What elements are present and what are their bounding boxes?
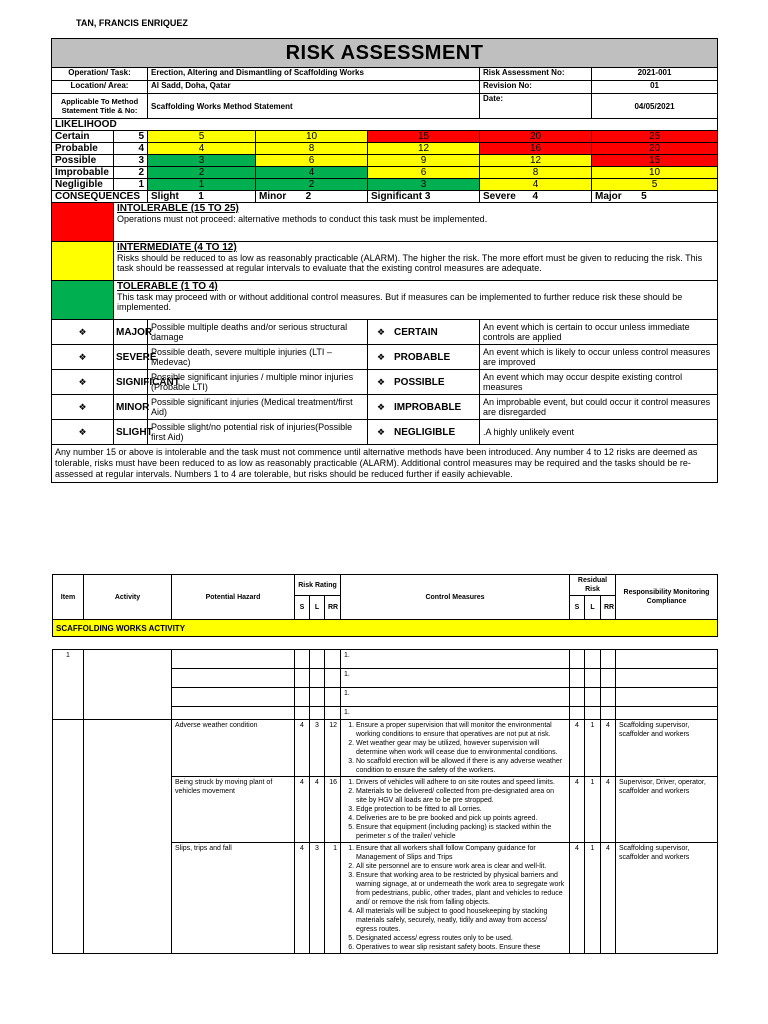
hazard-name: Slips, trips and fall [172,843,295,954]
consequence-severe: Severe 4 [480,191,592,203]
residual-s: 4 [570,720,585,777]
residual-rr: 4 [601,843,616,954]
matrix-row [52,143,718,155]
definition-row [52,395,718,420]
control-measure: 5. Ensure that equipment (including packing) is stacked within the perimeter s of the trailer/ vehicle [356,823,566,841]
risk-assessment-sheet [51,38,718,483]
consequence-desc: Possible significant injuries / multiple minor injuries (Probable LTI) [148,370,368,395]
likelihood-name: Certain [52,131,114,143]
control-measure: 2. Materials to be delivered/ collected from pre-designated area on site by HGV all loads are to be pre stropped. [356,787,566,805]
location-label: Location/ Area: [52,81,148,94]
risk-l: 4 [310,777,325,843]
author-name: TAN, FRANCIS ENRIQUEZ [76,18,188,28]
residual-rr: 4 [601,777,616,843]
risk-rr: 16 [325,777,341,843]
residual-rr: 4 [601,720,616,777]
control-measure: 4. Deliveries are to be pre booked and pick up points agreed. [356,814,566,823]
residual-l: 1 [585,777,601,843]
bullet-icon: ❖ [52,420,114,445]
matrix-cell: 3 [148,155,256,167]
band-tolerable [52,281,718,320]
matrix-cell: 4 [256,167,368,179]
risk-s: 4 [295,720,310,777]
bullet-icon: ❖ [376,326,386,337]
likelihood-name: Negligible [52,179,114,191]
operation-label: Operation/ Task: [52,68,148,81]
header-hazard: Potential Hazard [172,575,295,620]
responsibility: Scaffolding supervisor, scaffolder and workers [616,843,718,954]
residual-l: 1 [585,720,601,777]
consequence-minor: Minor 2 [256,191,368,203]
matrix-cell: 3 [368,179,480,191]
control-measure: 3. Ensure that working area to be restricted by physical barriers and warning signage, at or underneath the work area to segregate work from pedestrians, public, other trades, plant and vehicles to reduce and/ or remove the risk from falling objects. [356,871,566,907]
definitions [52,320,718,445]
table-row [53,650,718,669]
likelihood-score: 5 [114,131,148,143]
page-title: RISK ASSESSMENT [52,39,718,68]
control-measure: 3. Edge protection to be fitted to all Lorries. [356,805,566,814]
item-number: 1 [53,650,84,720]
definition-row [52,345,718,370]
header-activity: Activity [84,575,172,620]
matrix-cell: 2 [256,179,368,191]
blank-rows [53,650,718,720]
definition-row [52,420,718,445]
matrix-row [52,131,718,143]
hazard-name: Adverse weather condition [172,720,295,777]
header-residual: Residual Risk [570,575,616,596]
control-marker: 1. [341,707,570,720]
matrix-cell: 6 [256,155,368,167]
control-marker: 1. [341,688,570,707]
location-value: Al Sadd, Doha, Qatar [148,81,480,94]
likelihood-name: Possible [52,155,114,167]
control-measure: 6. Operatives to wear slip resistant safety boots. Ensure these [356,943,566,952]
consequence-term: SLIGHT [114,420,148,445]
matrix-cell: 9 [368,155,480,167]
risk-matrix [52,131,718,191]
control-measure: 2. Wet weather gear may be utilized, however supervision will determine when work will cease due to environmental conditions. [356,739,566,757]
likelihood-desc: An event which is certain to occur unless immediate controls are applied [480,320,718,345]
matrix-cell: 2 [148,167,256,179]
matrix-cell: 16 [480,143,592,155]
control-measure: 2. All site personnel are to ensure work area is clear and well-lit. [356,862,566,871]
control-measures [341,720,570,777]
consequence-desc: Possible slight/no potential risk of injuries(Possible first Aid) [148,420,368,445]
likelihood-term: POSSIBLE [394,376,445,388]
header-risk-rating: Risk Rating [295,575,341,596]
risk-s: 4 [295,843,310,954]
risk-rr: 12 [325,720,341,777]
matrix-cell: 20 [480,131,592,143]
band-text: Risks should be reduced to as low as reasonably practicable (ALARM). The higher the risk. The more effort must be given to reducing the risk. This task should be reassessed at regular intervals to evaluate that the existing control measures are adequate. [117,253,703,273]
consequence-term: MAJOR [114,320,148,345]
bullet-icon: ❖ [52,320,114,345]
date-value: 04/05/2021 [592,94,718,119]
revision-label: Revision No: [480,81,592,94]
header-l: L [310,596,325,620]
likelihood-desc: .A highly unlikely event [480,420,718,445]
matrix-cell: 15 [592,155,718,167]
risk-s: 4 [295,777,310,843]
consequences-label: CONSEQUENCES [52,191,148,203]
matrix-cell: 5 [592,179,718,191]
bullet-icon: ❖ [376,426,386,437]
consequence-significant: Significant 3 [368,191,480,203]
matrix-cell: 4 [480,179,592,191]
likelihood-name: Improbable [52,167,114,179]
control-measures [341,843,570,954]
control-measure: 3. No scaffold erection will be allowed if there is any adverse weather condition to ensure the safety of the workers. [356,757,566,775]
bullet-icon: ❖ [376,401,386,412]
control-measure: 5. Designated access/ egress routes only to be used. [356,934,566,943]
likelihood-desc: An improbable event, but could occur it control measures are disregarded [480,395,718,420]
matrix-cell: 12 [368,143,480,155]
hazard-name: Being struck by moving plant of vehicles movement [172,777,295,843]
responsibility: Scaffolding supervisor, scaffolder and workers [616,720,718,777]
residual-l: 1 [585,843,601,954]
likelihood-term: CERTAIN [394,326,438,338]
matrix-cell: 10 [256,131,368,143]
definition-row [52,370,718,395]
consequence-term: SEVERE [114,345,148,370]
matrix-cell: 5 [148,131,256,143]
control-measure: 1. Drivers of vehicles will adhere to on site routes and speed limits. [356,778,566,787]
likelihood-desc: An event which may occur despite existing control measures [480,370,718,395]
band-swatch-yellow [52,242,114,281]
band-text: This task may proceed with or without additional control measures. But if measures can be implemented to further reduce risk these should be implemented. [117,292,683,312]
likelihood-term: IMPROBABLE [394,401,462,413]
consequence-term: MINOR [114,395,148,420]
revision-value: 01 [592,81,718,94]
band-heading: TOLERABLE (1 TO 4) [117,281,218,292]
control-measures [341,777,570,843]
consequence-desc: Possible death, severe multiple injuries (LTI – Medevac) [148,345,368,370]
header-responsibility: Responsibility Monitoring Compliance [616,575,718,620]
likelihood-score: 2 [114,167,148,179]
matrix-cell: 10 [592,167,718,179]
consequence-desc: Possible significant injuries (Medical treatment/first Aid) [148,395,368,420]
band-heading: INTERMEDIATE (4 TO 12) [117,242,237,253]
risk-note: Any number 15 or above is intolerable and the task must not commence until alternative methods have been introduced. Any number 4 to 12 risks are deemed as tolerable, risks must have been reduced to as low as reasonably practicable (ALARM). Additional control measures may be required and the tasks should be re-assessed at regular intervals. Numbers 1 to 4 are tolerable, but risks should be reduced further if easily achievable. [52,445,718,483]
matrix-cell: 12 [480,155,592,167]
consequence-term: SIGNIFICANT [114,370,148,395]
matrix-cell: 15 [368,131,480,143]
section-title: SCAFFOLDING WORKS ACTIVITY [53,620,718,637]
matrix-row [52,179,718,191]
risk-l: 3 [310,720,325,777]
matrix-cell: 8 [256,143,368,155]
consequence-major: Major 5 [592,191,718,203]
bullet-icon: ❖ [52,345,114,370]
band-intermediate [52,242,718,281]
band-heading: INTOLERABLE (15 TO 25) [117,203,239,214]
band-intolerable [52,203,718,242]
operation-value: Erection, Altering and Dismantling of Scaffolding Works [148,68,480,81]
method-value: Scaffolding Works Method Statement [148,94,480,119]
definition-row [52,320,718,345]
residual-s: 4 [570,843,585,954]
responsibility: Supervisor, Driver, operator, scaffolder and workers [616,777,718,843]
control-measure: 4. All materials will be subject to good housekeeping by stacking materials safely, securely, neatly, tidily and away from access/ egress routes. [356,907,566,934]
matrix-row [52,155,718,167]
matrix-cell: 1 [148,179,256,191]
consequence-desc: Possible multiple deaths and/or serious structural damage [148,320,368,345]
band-swatch-green [52,281,114,320]
ra-no-value: 2021-001 [592,68,718,81]
table-row [53,720,718,777]
residual-s: 4 [570,777,585,843]
hazard-rows [53,720,718,954]
matrix-cell: 25 [592,131,718,143]
likelihood-term: NEGLIGIBLE [394,426,456,438]
bullet-icon: ❖ [376,351,386,362]
bullet-icon: ❖ [376,376,386,387]
activity-risk-table [52,574,718,954]
header-residual-l: L [585,596,601,620]
bullet-icon: ❖ [52,395,114,420]
risk-rr: 1 [325,843,341,954]
control-measure: 1. Ensure a proper supervision that will monitor the environmental working conditions to ensure that operatives are not put at risk. [356,721,566,739]
likelihood-label: LIKELIHOOD [52,119,718,131]
matrix-cell: 20 [592,143,718,155]
header-rr: RR [325,596,341,620]
risk-l: 3 [310,843,325,954]
matrix-row [52,167,718,179]
matrix-cell: 6 [368,167,480,179]
date-label: Date: [480,94,592,119]
band-swatch-red [52,203,114,242]
likelihood-name: Probable [52,143,114,155]
matrix-cell: 4 [148,143,256,155]
likelihood-term: PROBABLE [394,351,451,363]
ra-no-label: Risk Assessment No: [480,68,592,81]
matrix-cell: 8 [480,167,592,179]
consequence-slight: Slight 1 [148,191,256,203]
likelihood-score: 4 [114,143,148,155]
header-residual-rr: RR [601,596,616,620]
band-text: Operations must not proceed: alternative methods to conduct this task must be implemented. [117,214,488,224]
likelihood-score: 1 [114,179,148,191]
control-marker: 1. [341,669,570,688]
likelihood-score: 3 [114,155,148,167]
header-control: Control Measures [341,575,570,620]
header-residual-s: S [570,596,585,620]
control-marker: 1. [341,650,570,669]
header-item: Item [53,575,84,620]
header-s: S [295,596,310,620]
control-measure: 1. Ensure that all workers shall follow Company guidance for Management of Slips and Trips [356,844,566,862]
method-label: Applicable To Method Statement Title & No: [52,94,148,119]
bullet-icon: ❖ [52,370,114,395]
likelihood-desc: An event which is likely to occur unless control measures are improved [480,345,718,370]
